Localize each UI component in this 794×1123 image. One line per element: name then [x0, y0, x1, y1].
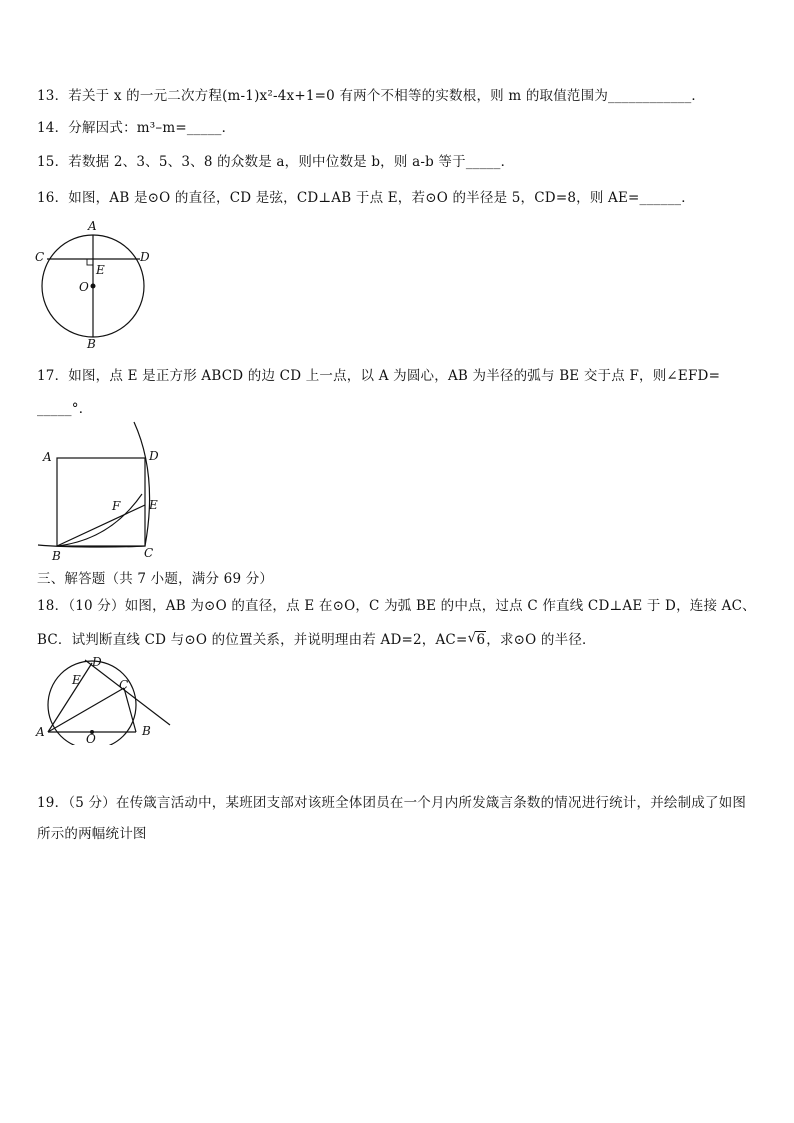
- question-17: 17．如图，点 E 是正方形 ABCD 的边 CD 上一点，以 A 为圆心，AB 为半径的弧与 BE 交于点 F，则∠EFD=: [37, 368, 721, 384]
- question-18-text-a: BC．试判断直线 CD 与⊙O 的位置关系，并说明理由若 AD=2，AC=: [37, 632, 468, 648]
- label-e: E: [149, 498, 158, 512]
- label-o: O: [79, 280, 89, 294]
- right-angle-mark: [87, 259, 93, 265]
- label-d: D: [92, 655, 102, 669]
- label-a: A: [36, 725, 45, 739]
- label-c: C: [35, 250, 45, 264]
- label-c: C: [144, 546, 154, 560]
- question-18: 18．（10 分）如图，AB 为⊙O 的直径，点 E 在⊙O，C 为弧 BE 的中点，过点 C 作直线 CD⊥AE 于 D，连接 AC、: [37, 598, 756, 614]
- question-17-blank: _____°．: [37, 401, 93, 417]
- center-point: [91, 284, 96, 289]
- figure-18-circle-tangent-diagram: [30, 655, 180, 745]
- label-d: D: [149, 449, 159, 463]
- label-b: B: [87, 337, 96, 350]
- question-16: 16．如图，AB 是⊙O 的直径，CD 是弦，CD⊥AB 于点 E，若⊙O 的半径是 5，CD=8，则 AE=______．: [37, 190, 695, 206]
- label-e: E: [96, 263, 105, 277]
- question-15: 15．若数据 2、3、5、3、8 的众数是 a，则中位数是 b，则 a-b 等于_____．: [37, 154, 515, 170]
- section-3-heading: 三、解答题（共 7 小题，满分 69 分）: [37, 571, 274, 587]
- question-13: 13．若关于 x 的一元二次方程(m-1)x²-4x+1=0 有两个不相等的实数根，则 m 的取值范围为____________．: [37, 88, 706, 104]
- label-b: B: [142, 724, 151, 738]
- question-19-line-2: 所示的两幅统计图: [37, 826, 147, 842]
- label-e: E: [72, 673, 81, 687]
- question-18-line-2: [37, 628, 596, 648]
- label-c: C: [119, 678, 129, 692]
- tangent-cd: [85, 660, 170, 725]
- label-f: F: [112, 499, 121, 513]
- figure-17-square-arc-diagram: [30, 420, 170, 565]
- segment-be: [57, 505, 145, 546]
- label-d: D: [140, 250, 150, 264]
- figure-16-circle-diagram: [30, 215, 160, 350]
- line-ac: [48, 688, 124, 732]
- question-18-text-b: ，求⊙O 的半径．: [486, 632, 596, 648]
- label-a: A: [43, 450, 52, 464]
- line-ad: [48, 663, 92, 732]
- question-14: 14．分解因式：m³–m=_____．: [37, 120, 236, 136]
- label-a: A: [88, 219, 97, 233]
- sqrt-six: √ 6: [467, 632, 486, 648]
- arc-inner: [57, 494, 142, 546]
- label-b: B: [52, 549, 61, 563]
- question-19: 19．（5 分）在传箴言活动中，某班团支部对该班全体团员在一个月内所发箴言条数的情况进行统计，并绘制成了如图: [37, 795, 747, 811]
- label-o: O: [86, 732, 96, 745]
